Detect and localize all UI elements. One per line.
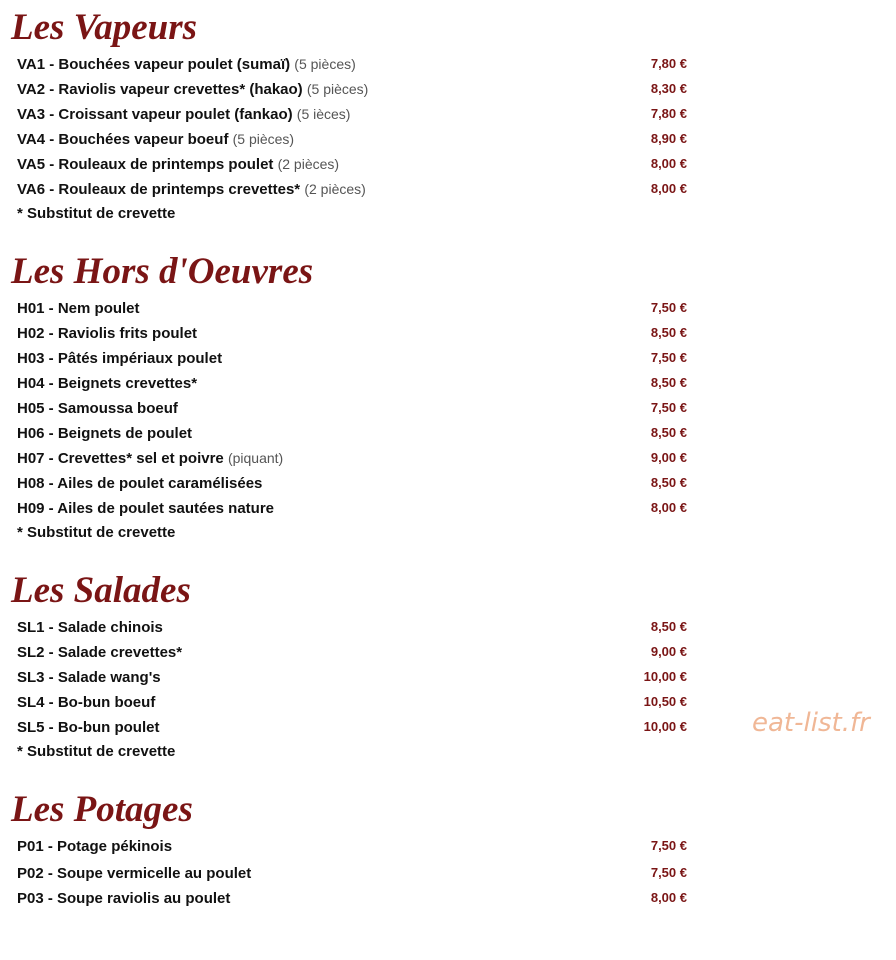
section-title-hors-doeuvres: Les Hors d'Oeuvres [11,251,314,292]
item-detail: (5 pièces) [294,56,356,72]
menu-item-sl5 [17,716,687,738]
item-name: H06 - Beignets de poulet [17,425,193,442]
item-name: VA2 - Raviolis vapeur crevettes* (hakao) [17,81,303,98]
menu-item-sl1 [17,616,687,638]
menu-item-h02 [17,322,687,344]
item-name: H08 - Ailes de poulet caramélisées [17,475,263,492]
menu-item-sl4 [17,691,687,713]
item-detail: (piquant) [227,450,284,466]
item-price: 8,00 € [650,156,687,171]
menu-item-h09 [17,497,687,519]
item-price: 7,50 € [650,400,687,415]
menu-item-va1 [17,53,687,75]
item-detail: (5 pièces) [232,131,295,147]
menu-item-h07 [17,447,687,469]
item-price: 8,00 € [650,890,687,905]
item-price: 7,50 € [650,300,687,315]
item-name: SL1 - Salade chinois [17,619,163,636]
item-price: 7,50 € [650,865,687,880]
footnote-vapeurs: * Substitut de crevette [17,205,176,222]
watermark-text: eat-list.fr [752,708,870,738]
menu-item-va5 [17,153,687,175]
item-price: 7,80 € [650,56,687,71]
item-name: SL2 - Salade crevettes* [17,644,183,661]
menu-item-sl2 [17,641,687,663]
item-name: H04 - Beignets crevettes* [17,375,198,392]
menu-item-va3 [17,103,687,125]
section-title-potages: Les Potages [11,789,193,830]
footnote-hors-doeuvres: * Substitut de crevette [17,524,176,541]
menu-item-p03 [17,887,687,909]
item-price: 7,50 € [650,350,687,365]
menu-item-h03 [17,347,687,369]
item-price: 8,00 € [650,500,687,515]
item-name: H07 - Crevettes* sel et poivre [17,450,224,467]
item-name: VA5 - Rouleaux de printemps poulet [17,156,274,173]
item-name: SL4 - Bo-bun boeuf [17,694,156,711]
item-price: 7,80 € [650,106,687,121]
footnote-salades: * Substitut de crevette [17,743,176,760]
section-title-vapeurs: Les Vapeurs [11,7,198,48]
item-price: 7,50 € [650,838,687,853]
item-name: VA1 - Bouchées vapeur poulet (sumaï) [17,56,291,73]
menu-item-p01 [17,835,687,857]
item-price: 10,00 € [643,719,687,734]
section-title-salades: Les Salades [11,570,191,611]
menu-item-va4 [17,128,687,150]
item-detail: (5 pièces) [306,81,369,97]
item-price: 8,50 € [650,425,687,440]
item-detail: (2 pièces) [277,156,340,172]
menu-item-p02 [17,862,687,884]
menu-item-h08 [17,472,687,494]
menu-item-h06 [17,422,687,444]
menu-item-h05 [17,397,687,419]
item-price: 9,00 € [650,644,687,659]
item-name: P03 - Soupe raviolis au poulet [17,890,231,907]
item-name: H03 - Pâtés impériaux poulet [17,350,223,367]
menu-item-h01 [17,297,687,319]
item-detail: (5 ièces) [296,106,351,122]
item-name: H01 - Nem poulet [17,300,140,317]
item-name: VA3 - Croissant vapeur poulet (fankao) [17,106,293,123]
item-name: VA4 - Bouchées vapeur boeuf [17,131,229,148]
item-price: 8,00 € [650,181,687,196]
item-name: SL3 - Salade wang's [17,669,161,686]
item-price: 8,50 € [650,375,687,390]
item-price: 8,50 € [650,619,687,634]
item-price: 8,50 € [650,475,687,490]
menu-item-sl3 [17,666,687,688]
item-price: 10,00 € [643,669,687,684]
item-detail: (2 pièces) [304,181,366,197]
menu-item-va2 [17,78,687,100]
item-name: P01 - Potage pékinois [17,838,173,855]
item-price: 10,50 € [643,694,687,709]
item-name: H05 - Samoussa boeuf [17,400,178,417]
item-price: 8,90 € [650,131,687,146]
item-price: 8,30 € [650,81,687,96]
item-name: VA6 - Rouleaux de printemps crevettes* [17,181,301,198]
menu-item-va6 [17,178,687,200]
item-name: H09 - Ailes de poulet sautées nature [17,500,275,517]
item-name: SL5 - Bo-bun poulet [17,719,160,736]
item-name: P02 - Soupe vermicelle au poulet [17,865,252,882]
menu-item-h04 [17,372,687,394]
item-price: 9,00 € [650,450,687,465]
item-price: 8,50 € [650,325,687,340]
item-name: H02 - Raviolis frits poulet [17,325,198,342]
